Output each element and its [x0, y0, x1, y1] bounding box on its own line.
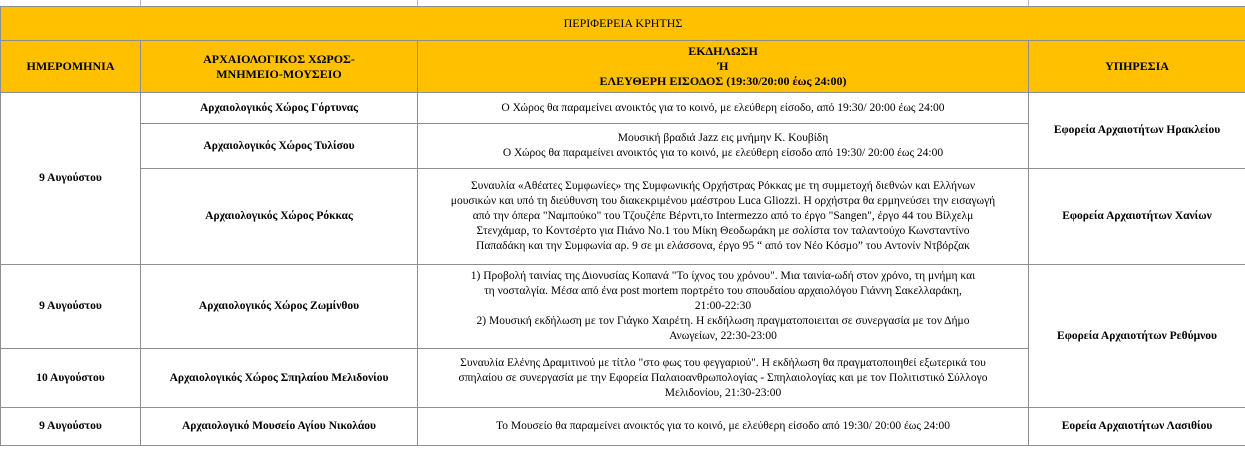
header-site-line2: ΜΝΗΜΕΙΟ-ΜΟΥΣΕΙΟ [216, 66, 342, 81]
site-cell: Αρχαιολογικός Χώρος Σπηλαίου Μελιδονίου [141, 349, 418, 408]
event-cell [418, 169, 1029, 265]
event-line: Ανωγείων, 22:30-23:00 [669, 330, 777, 342]
table-row [1, 408, 1245, 446]
event-line: 1) Προβολή ταινίας της Διονυσίας Κοπανά "Το ίχνος του χρόνου". Μια ταινία-ωδή στον χρόνο, τη μνήμη και [470, 270, 976, 282]
event-line: Συναυλία «Αθέατες Συμφωνίες» της Συμφωνικής Ορχήστρας Ρόκκας με τη συμμετοχή διεθνών και Ελλήνων [470, 180, 976, 192]
header-event-line3: ΕΛΕΥΘΕΡΗ ΕΙΣΟΔΟΣ (19:30/20:00 έως 24:00) [599, 74, 847, 88]
header-service: ΥΠΗΡΕΣΙΑ [1029, 41, 1245, 93]
header-row [1, 41, 1245, 93]
table-row [1, 93, 1245, 124]
event-cell: Το Μουσείο θα παραμείνει ανοικτός για το κοινό, με ελεύθερη είσοδο από 19:30/ 20:00 έως 24:00 [418, 408, 1029, 446]
region-title: ΠΕΡΙΦΕΡΕΙΑ ΚΡΗΤΗΣ [1, 7, 1245, 41]
date-cell: 9 Αυγούστου [1, 93, 141, 265]
date-cell: 9 Αυγούστου [1, 408, 141, 446]
event-line: Μουσική βραδιά Jazz εις μνήμην Κ. Κουβίδη [617, 132, 829, 144]
service-cell: Εφορεία Αρχαιοτήτων Ηρακλείου [1029, 93, 1245, 169]
event-line: 2) Μουσική εκδήλωση με τον Γιάγκο Χαιρέτη. Η εκδήλωση πραγματοποιειται σε συνεργασία με τον Δήμο [476, 315, 970, 327]
site-cell: Αρχαιολογικός Χώρος Ζωμίνθου [141, 265, 418, 349]
header-site [141, 41, 418, 93]
service-cell: Εορεία Αρχαιοτήτων Λασιθίου [1029, 408, 1245, 446]
header-event-line2: Ή [717, 59, 729, 73]
site-cell: Αρχαιολογικό Μουσείο Αγίου Νικολάου [141, 408, 418, 446]
header-site-line1: ΑΡΧΑΙΟΛΟΓΙΚΟΣ ΧΩΡΟΣ- [203, 51, 355, 66]
event-line: Ο Χώρος θα παραμείνει ανοικτός για το κοινό, με ελεύθερη είσοδο από 19:30/ 20:00 έως 24:00 [502, 147, 944, 159]
header-date: ΗΜΕΡΟΜΗΝΙΑ [1, 41, 141, 93]
date-cell: 10 Αυγούστου [1, 349, 141, 408]
event-line: σπηλαίου σε συνεργασία με την Εφορεία Παλαιοανθρωπολογίας - Σπηλαιολογίας και με τον Πολιτιστικό Σύλλογο [458, 371, 988, 384]
site-cell: Αρχαιολογικός Χώρος Τυλίσου [141, 124, 418, 169]
event-cell [418, 124, 1029, 169]
event-line: τη νοσταλγία. Μέσα από ένα post mortem πορτρέτο του σπουδαίου αρχαιολόγου Γιάννη Σακελλαράκη, [484, 285, 962, 297]
service-cell: Εφορεία Αρχαιοτήτων Χανίων [1029, 169, 1245, 265]
site-cell: Αρχαιολογικός Χώρος Ρόκκας [141, 169, 418, 265]
event-line: Συναυλία Ελένης Δραμιτινού με τίτλο "στο φως του φεγγαριού". Η εκδήλωση θα πραγματοποιηθεί εξωτερικά του [460, 356, 986, 369]
table-row [1, 265, 1245, 349]
events-table [0, 6, 1245, 446]
event-cell: Ο Χώρος θα παραμείνει ανοικτός για το κοινό, με ελεύθερη είσοδο, από 19:30/ 20:00 έως 24:00 [418, 93, 1029, 124]
event-line: Παπαδάκη και την Συμφωνία αρ. 9 σε μι ελάσσονα, έργο 95 “ από τον Νέο Κόσμο” του Αντονίν Ντβόρζακ [476, 240, 970, 252]
service-cell: Εφορεία Αρχαιοτήτων Ρεθύμνου [1029, 265, 1245, 408]
event-line: από την όπερα "Ναμπούκο" του Τζουζέπε Βέρντι,το Intermezzo από το έργο "Sangen", έργο 44 του Βίλχελμ [472, 210, 974, 222]
header-event-line1: ΕΚΔΗΛΩΣΗ [688, 44, 758, 58]
event-line: Μελιδονίου, 21:30-23:00 [664, 386, 782, 399]
header-event [418, 41, 1029, 93]
region-row [1, 7, 1245, 41]
table-row [1, 169, 1245, 265]
event-cell [418, 349, 1029, 408]
date-cell: 9 Αυγούστου [1, 265, 141, 349]
site-cell: Αρχαιολογικός Χώρος Γόρτυνας [141, 93, 418, 124]
event-line: 21:00-22:30 [694, 300, 752, 312]
event-line: Στενχάμαρ, το Κοντσέρτο για Πιάνο Νο.1 του Μίκη Θεοδωράκη με σολίστα τον ταλαντούχο Κωνσταντίνο [476, 225, 970, 237]
event-line: μουσικών και υπό τη διεύθυνση του διακεκριμένου μαέστρου Luca Gliozzi. Η ορχήστρα θα ερμηνεύσει την εισαγωγή [450, 195, 996, 207]
event-cell [418, 265, 1029, 349]
